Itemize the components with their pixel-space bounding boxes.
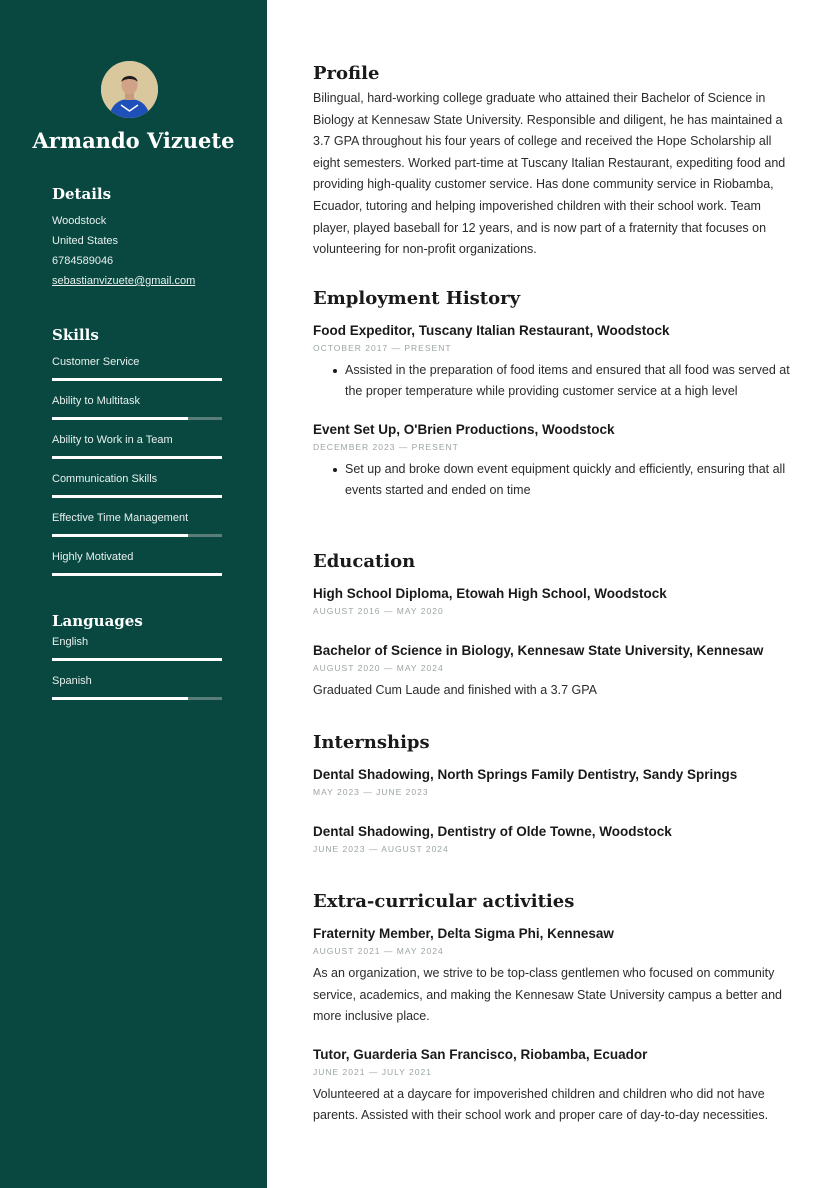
skill-level-fill — [52, 378, 222, 381]
activity-text: Volunteered at a daycare for impoverished children and children who did not have parents. Assisted with their school work and proper care of day-to-day necessities. — [313, 1086, 769, 1123]
skill-level-track — [52, 456, 222, 459]
skill-level-fill — [52, 573, 222, 576]
entry-date: AUGUST 2016 — MAY 2020 — [313, 606, 444, 616]
internship-entry — [313, 766, 793, 798]
entry-date: OCTOBER 2017 — PRESENT — [313, 343, 452, 353]
profile-section — [313, 63, 793, 261]
skill-item — [52, 355, 222, 394]
skill-label: Ability to Multitask — [52, 395, 141, 407]
language-item — [52, 635, 222, 674]
entry-title: High School Diploma, Etowah High School, Woodstock — [313, 586, 667, 601]
entry-date: JUNE 2021 — JULY 2021 — [313, 1066, 432, 1077]
avatar — [101, 61, 158, 118]
bullet-list — [313, 459, 793, 502]
entry-title: Bachelor of Science in Biology, Kennesaw State University, Kennesaw — [313, 643, 764, 658]
education-entry — [313, 642, 793, 702]
employment-section — [313, 288, 793, 501]
skill-item — [52, 511, 222, 550]
skills-heading: Skills — [52, 326, 99, 344]
skill-level-track — [52, 534, 222, 537]
skill-item — [52, 472, 222, 511]
email-link[interactable]: sebastianvizuete@gmail.com — [52, 275, 196, 287]
entry-title: Tutor, Guarderia San Francisco, Riobamba, Ecuador — [313, 1046, 648, 1062]
skill-label: Highly Motivated — [52, 551, 134, 563]
education-heading: Education — [313, 551, 416, 572]
language-level-fill — [52, 697, 188, 700]
activity-entry — [313, 925, 793, 1028]
internship-entry — [313, 823, 793, 855]
skill-level-track — [52, 417, 222, 420]
skill-item — [52, 550, 222, 589]
employment-heading: Employment History — [313, 288, 521, 309]
skills-list — [52, 355, 222, 589]
skills-section — [52, 326, 222, 589]
extracurricular-heading: Extra-curricular activities — [313, 891, 575, 912]
entry-title: Dental Shadowing, Dentistry of Olde Towne, Woodstock — [313, 824, 672, 839]
bullet-item: Assisted in the preparation of food items and ensured that all food was served at the proper temperature while providing customer service at a high level — [313, 360, 793, 403]
profile-text: Bilingual, hard-working college graduate who attained their Bachelor of Science in Biology at Kennesaw State University. Responsible and diligent, he has maintained a 3.7 GPA throughout his four years of college and received the Hope Scholarship all eight semesters. Worked part-time at Tuscany Italian Restaurant, expediting food and providing high-quality customer service. Has done community service in Riobamba, Ecuador, tutoring and helping impoverished children with their school work. Team player, played baseball for 12 years, and is now part of a fraternity that focuses on volunteering for non-profit organizations. — [313, 91, 786, 257]
sidebar — [0, 0, 267, 1188]
person-name: Armando Vizuete — [32, 128, 235, 153]
languages-list — [52, 635, 222, 713]
detail-country: United States — [52, 235, 119, 247]
skill-item — [52, 394, 222, 433]
activity-text: As an organization, we strive to be top-class gentlemen who focused on community service, academics, and making the Kennesaw State University campus a better and more inclusive place. — [313, 966, 782, 1024]
skill-level-track — [52, 573, 222, 576]
skill-label: Ability to Work in a Team — [52, 434, 173, 446]
language-level-track — [52, 658, 222, 661]
entry-date: AUGUST 2021 — MAY 2024 — [313, 946, 444, 956]
education-section — [313, 551, 793, 702]
languages-section — [52, 612, 222, 713]
employment-entry — [313, 322, 793, 403]
bullet-list — [313, 360, 793, 403]
employment-entry — [313, 421, 793, 502]
entry-date: MAY 2023 — JUNE 2023 — [313, 787, 429, 797]
internships-heading: Internships — [313, 732, 430, 753]
languages-heading: Languages — [52, 612, 143, 630]
language-label: Spanish — [52, 675, 92, 687]
skill-level-fill — [52, 534, 188, 537]
details-heading: Details — [52, 185, 112, 203]
extracurricular-section — [313, 891, 793, 1127]
details-section — [52, 185, 222, 291]
profile-heading: Profile — [313, 63, 380, 84]
entry-date: DECEMBER 2023 — PRESENT — [313, 441, 459, 452]
entry-title: Fraternity Member, Delta Sigma Phi, Kennesaw — [313, 926, 614, 941]
profile-photo-icon — [101, 61, 158, 118]
entry-title: Food Expeditor, Tuscany Italian Restaurant, Woodstock — [313, 323, 670, 338]
skill-level-fill — [52, 417, 188, 420]
internships-section — [313, 732, 793, 855]
skill-level-fill — [52, 456, 222, 459]
entry-note: Graduated Cum Laude and finished with a 3.7 GPA — [313, 683, 597, 697]
skill-label: Communication Skills — [52, 473, 158, 485]
entry-title: Dental Shadowing, North Springs Family Dentistry, Sandy Springs — [313, 767, 738, 782]
entry-date: AUGUST 2020 — MAY 2024 — [313, 663, 444, 673]
entry-date: JUNE 2023 — AUGUST 2024 — [313, 844, 449, 854]
activity-entry — [313, 1046, 793, 1127]
detail-city: Woodstock — [52, 215, 107, 227]
entry-title: Event Set Up, O'Brien Productions, Woodstock — [313, 421, 615, 437]
skill-level-track — [52, 495, 222, 498]
skill-label: Customer Service — [52, 356, 140, 368]
skill-level-fill — [52, 495, 222, 498]
language-label: English — [52, 636, 89, 648]
skill-level-track — [52, 378, 222, 381]
skill-label: Effective Time Management — [52, 512, 189, 524]
language-item — [52, 674, 222, 713]
language-level-track — [52, 697, 222, 700]
skill-item — [52, 433, 222, 472]
education-entry — [313, 585, 793, 617]
bullet-item: Set up and broke down event equipment quickly and efficiently, ensuring that all events started and ended on time — [313, 459, 793, 502]
language-level-fill — [52, 658, 222, 661]
detail-phone: 6784589046 — [52, 255, 114, 267]
